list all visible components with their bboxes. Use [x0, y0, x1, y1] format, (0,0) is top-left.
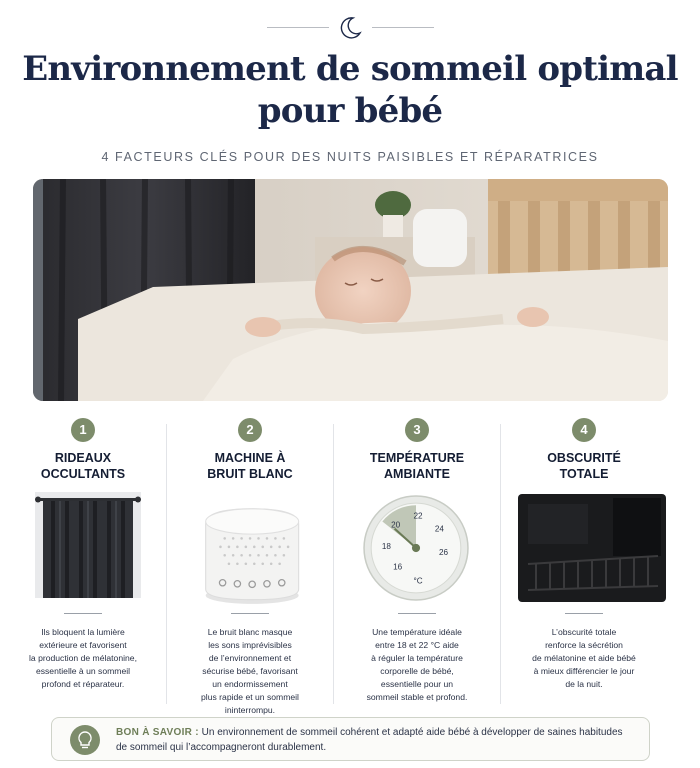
crescent-moon-icon [336, 14, 364, 42]
blackout-curtains-icon [35, 492, 141, 598]
tip-box [51, 717, 650, 761]
factor-title: OBSCURITÉ TOTALE [547, 451, 621, 481]
description-separator [64, 613, 102, 614]
factors-section [0, 414, 700, 714]
factor-description: Le bruit blanc masque les sons imprévisibles de l’environnement et sécurise bébé, favorisant un endormissement plus rapide et un sommeil ininterrompu. [201, 627, 299, 715]
dial-label-26: 26 [438, 548, 449, 558]
factor-number-badge: 2 [238, 418, 262, 442]
tip-text [116, 725, 636, 755]
dial-label-16: 16 [393, 562, 403, 572]
dark-nursery-icon [518, 494, 666, 602]
description-separator [398, 613, 436, 614]
factor-description: Ils bloquent la lumière extérieure et favorisent la production de mélatonine, essentielle à un sommeil profond et réparateur. [29, 627, 137, 689]
factor-number-badge: 4 [572, 418, 596, 442]
factor-card-white-noise [167, 414, 333, 714]
top-ornament [0, 14, 700, 42]
factor-title: RIDEAUX OCCULTANTS [40, 451, 126, 481]
hero-photo-sleeping-baby [33, 179, 668, 401]
factor-description: L’obscurité totale renforce la sécrétion de mélatonine et aide bébé à mieux différencier le jour de la nuit. [532, 627, 636, 689]
factor-card-temperature [334, 414, 500, 714]
description-separator [565, 613, 603, 614]
ornament-line-right [372, 27, 434, 28]
dial-label-24: 24 [434, 524, 444, 534]
dial-unit: °C [413, 576, 423, 586]
title-line-2: pour bébé [257, 91, 443, 131]
factor-title: MACHINE À BRUIT BLANC [207, 451, 293, 481]
thermometer-dial-icon [362, 494, 470, 602]
factor-card-curtains [0, 414, 166, 714]
page-title [0, 48, 700, 132]
dial-label-20: 20 [391, 520, 401, 530]
description-separator [231, 613, 269, 614]
factor-description: Une température idéale entre 18 et 22 °C aide à réguler la température corporelle de bébé, essentielle pour un sommeil stable et profond. [366, 627, 468, 702]
factor-number-badge: 1 [71, 418, 95, 442]
tip-label: BON À SAVOIR : [116, 727, 199, 738]
factor-card-darkness [501, 414, 667, 714]
white-noise-machine-icon [193, 494, 305, 606]
tip-body: Un environnement de sommeil cohérent et adapté aide bébé à développer de saines habitudes de sommeil qui l’accompagneront durablement. [116, 727, 623, 753]
page-subtitle: 4 FACTEURS CLÉS POUR DES NUITS PAISIBLES ET RÉPARATRICES [101, 150, 599, 164]
ornament-line-left [267, 27, 329, 28]
lightbulb-icon [70, 725, 100, 755]
title-line-1: Environnement de sommeil optimal [22, 49, 678, 89]
factor-title: TEMPÉRATURE AMBIANTE [369, 451, 465, 481]
dial-label-18: 18 [381, 542, 391, 552]
factor-number-badge: 3 [405, 418, 429, 442]
dial-label-22: 22 [413, 511, 423, 521]
